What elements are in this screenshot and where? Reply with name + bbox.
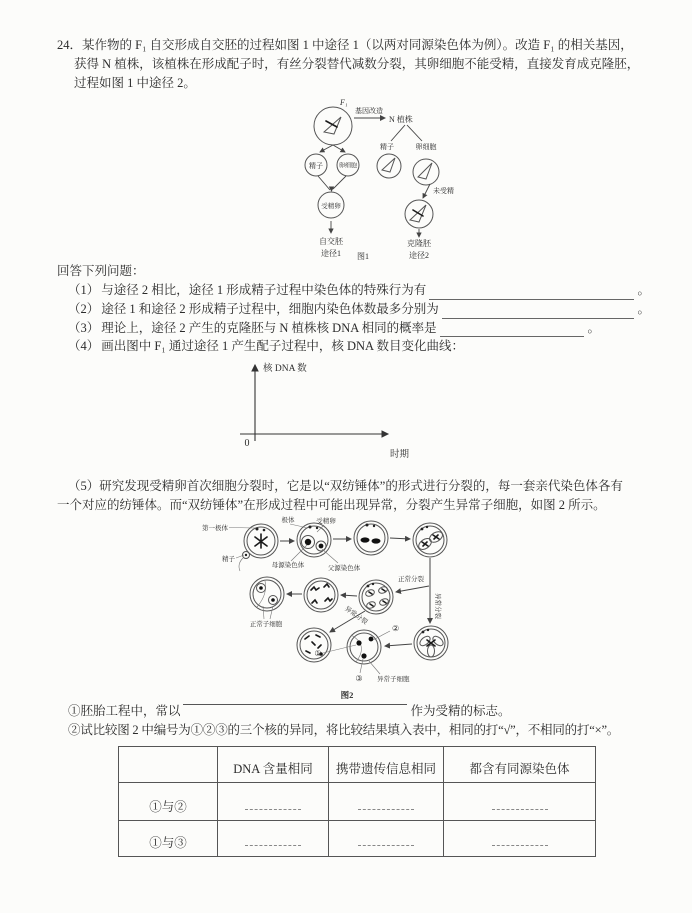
table-corner-cell bbox=[119, 747, 218, 783]
fig2-maternal-chromosome-label: 母源染色体 bbox=[271, 562, 305, 569]
fig2-arrow-4 bbox=[341, 595, 357, 596]
question-1-num: （1） bbox=[68, 283, 100, 297]
fig1-sperm-circle bbox=[305, 154, 327, 176]
fig1-path2-label: 途径2 bbox=[409, 251, 429, 260]
question-4 bbox=[68, 337, 650, 356]
fig2-nucleus-3-label: ③ bbox=[355, 674, 363, 683]
table-cell-blank bbox=[218, 783, 329, 821]
table-header-dna: DNA 含量相同 bbox=[218, 747, 329, 783]
table-row-1and3-label: ①与③ bbox=[119, 821, 218, 857]
figure1-pathway-diagram bbox=[283, 95, 468, 267]
table-cell-blank bbox=[218, 821, 329, 857]
question-4-num: （4） bbox=[68, 339, 100, 354]
question-2-period: 。 bbox=[637, 301, 650, 316]
fig2-cell-zygote-pronuclei bbox=[297, 523, 331, 557]
fig1-unfertilized-label: 未受精 bbox=[433, 187, 454, 195]
question-3 bbox=[68, 319, 600, 338]
question-1 bbox=[68, 281, 650, 300]
fig1-gene-modify-label: 基因改造 bbox=[355, 107, 383, 115]
fig1-arrow-to-sperm bbox=[320, 145, 333, 152]
fig2-abnormal-division-label-vertical: 异常分裂 bbox=[434, 593, 441, 619]
svg-text:卵细胞: 卵细胞 bbox=[338, 163, 358, 170]
table-header-row bbox=[119, 747, 596, 783]
sub-question-2: ②试比较图 2 中编号为①②③的三个核的异同，将比较结果填入表中，相同的打“√”，不相同的打“×”。 bbox=[68, 723, 620, 737]
fig2-sperm-label: 精子 bbox=[222, 556, 235, 563]
table-cell-blank bbox=[444, 821, 596, 857]
y-axis-label: 核 DNA 数 bbox=[263, 364, 307, 374]
question-2 bbox=[68, 300, 650, 319]
fig1-sperm2-cell bbox=[377, 154, 401, 178]
sub-question-1 bbox=[68, 702, 628, 721]
fig1-line-sperm-zygote bbox=[318, 176, 330, 190]
table-header-genetic-info: 携带遗传信息相同 bbox=[329, 747, 444, 783]
fig2-cell-normal-daughter bbox=[250, 577, 284, 611]
comparison-table bbox=[118, 746, 596, 857]
question-5-line-2: 一个对应的纺锤体。而“双纺锤体”在形成过程中可能出现异常，分裂产生异常子细胞，如图 2 所示。 bbox=[57, 498, 606, 512]
question-4-text: 画出图中 F₁ 通过途径 1 产生配子过程中，核 DNA 数目变化曲线： bbox=[101, 339, 464, 354]
fig2-arrow-3 bbox=[390, 538, 410, 539]
question-2-num: （2） bbox=[68, 301, 100, 316]
table-cell-blank bbox=[444, 783, 596, 821]
svg-text:受精卵: 受精卵 bbox=[321, 203, 341, 210]
sub-question-1-suffix: 作为受精的标志。 bbox=[410, 704, 511, 718]
question-3-num: （3） bbox=[68, 320, 100, 335]
question-3-period: 。 bbox=[587, 320, 600, 335]
fig2-abnormal-daughter-label: 异常子细胞 bbox=[377, 676, 410, 683]
fig2-cell-double-spindle bbox=[413, 523, 447, 557]
sub-question-1-prefix: ①胚胎工程中，常以 bbox=[68, 704, 181, 718]
fig2-abnormal-division-label-diagonal: 异常分裂 bbox=[343, 605, 369, 627]
table-header-homologous: 都含有同源染色体 bbox=[444, 747, 596, 783]
fig2-arrow-normal-division bbox=[396, 586, 429, 592]
fig1-line-egg-zygote bbox=[333, 176, 346, 189]
question-5-line-1: （5）研究发现受精卵首次细胞分裂时，它是以“双纺锤体”的形式进行分裂的，每一套亲代染色体各有 bbox=[68, 479, 623, 493]
question-2-text: 途径 1 和途径 2 形成精子过程中，细胞内染色体数最多分别为 bbox=[101, 301, 439, 316]
fig2-normal-division-label: 正常分裂 bbox=[398, 576, 424, 583]
table-row-1and3 bbox=[119, 821, 596, 857]
fig1-line-n-sperm bbox=[391, 125, 405, 141]
fig1-egg2-label: 卵细胞 bbox=[415, 143, 437, 151]
answer-prompt: 回答下列问题： bbox=[57, 264, 145, 278]
fig1-f1-cell bbox=[314, 107, 352, 145]
fig1-line-n-egg bbox=[407, 125, 422, 141]
fig2-first-polar-body-label: 第一极体 bbox=[202, 525, 228, 532]
fig1-clone-cell bbox=[405, 200, 433, 228]
intro-line-1: 24．某作物的 F₁ 自交形成自交胚的过程如图 1 中途径 1（以两对同源染色体为例）。改造 F₁ 的相关基因， bbox=[57, 38, 633, 52]
table-row-1and2 bbox=[119, 783, 596, 821]
fig1-egg-circle bbox=[337, 154, 359, 176]
fig2-cell-tripolar bbox=[414, 626, 448, 660]
question-3-answer-blank bbox=[440, 323, 585, 337]
fig2-sperm-tail bbox=[239, 558, 243, 571]
fig1-f1-label: F₁ bbox=[340, 98, 348, 107]
fig2-cell-condensed bbox=[354, 521, 388, 555]
sub-question-1-answer-blank bbox=[183, 704, 407, 718]
fig1-egg2-cell bbox=[413, 159, 439, 185]
fig1-arrow-to-egg bbox=[333, 145, 345, 152]
question-list bbox=[68, 281, 650, 356]
svg-text:精子: 精子 bbox=[309, 162, 323, 170]
fig1-caption: 图1 bbox=[357, 252, 369, 261]
fig2-nucleus-1-label: ① bbox=[314, 649, 322, 658]
table-cell-blank bbox=[329, 821, 444, 857]
fig2-polar-body-label: 极体 bbox=[281, 517, 295, 524]
fig2-cell-telophase bbox=[304, 578, 338, 612]
origin-label: 0 bbox=[244, 438, 250, 449]
table-cell-blank bbox=[329, 783, 444, 821]
fig2-cell-abnormal-daughter bbox=[347, 630, 381, 664]
question-3-text: 理论上，途径 2 产生的克隆胚与 N 植株核 DNA 相同的概率是 bbox=[101, 320, 437, 335]
fig2-normal-daughter-label: 正常子细胞 bbox=[249, 621, 283, 628]
x-axis-label: 时期 bbox=[390, 450, 410, 460]
fig2-cell-anaphase bbox=[359, 580, 393, 614]
fig1-self-embryo-label: 自交胚 bbox=[319, 237, 343, 246]
fig1-zygote-circle bbox=[318, 192, 344, 218]
fig1-path1-label: 途径1 bbox=[321, 249, 341, 258]
fig2-caption: 图2 bbox=[340, 690, 354, 700]
fig1-n-plant-label: N 植株 bbox=[389, 115, 413, 124]
figure2-spindle-diagram bbox=[177, 514, 485, 702]
intro-line-3: 过程如图 1 中途径 2。 bbox=[74, 76, 196, 90]
fig2-nucleus-2-label: ② bbox=[392, 624, 400, 633]
fig2-zygote-label: 受精卵 bbox=[316, 518, 336, 525]
table-row-1and2-label: ①与② bbox=[119, 783, 218, 821]
question-24-intro bbox=[57, 36, 649, 93]
question-1-period: 。 bbox=[637, 283, 650, 297]
fig2-paternal-chromosome-label: 父源染色体 bbox=[327, 565, 361, 572]
dna-axis-chart bbox=[230, 356, 430, 468]
question-2-answer-blank bbox=[442, 305, 635, 319]
fig2-arrow-6 bbox=[385, 644, 412, 646]
fig1-arrow-unfertilized bbox=[423, 184, 430, 198]
question-1-text: 与途径 2 相比，途径 1 形成精子过程中染色体的特殊行为有 bbox=[101, 283, 427, 297]
question-1-answer-blank bbox=[429, 286, 634, 300]
fig1-sperm2-label: 精子 bbox=[380, 143, 394, 151]
intro-line-2: 获得 N 植株，该植株在形成配子时，有丝分裂替代减数分裂，其卵细胞不能受精，直接发育成克隆胚， bbox=[74, 57, 640, 71]
fig1-clone-embryo-label: 克隆胚 bbox=[407, 239, 431, 248]
